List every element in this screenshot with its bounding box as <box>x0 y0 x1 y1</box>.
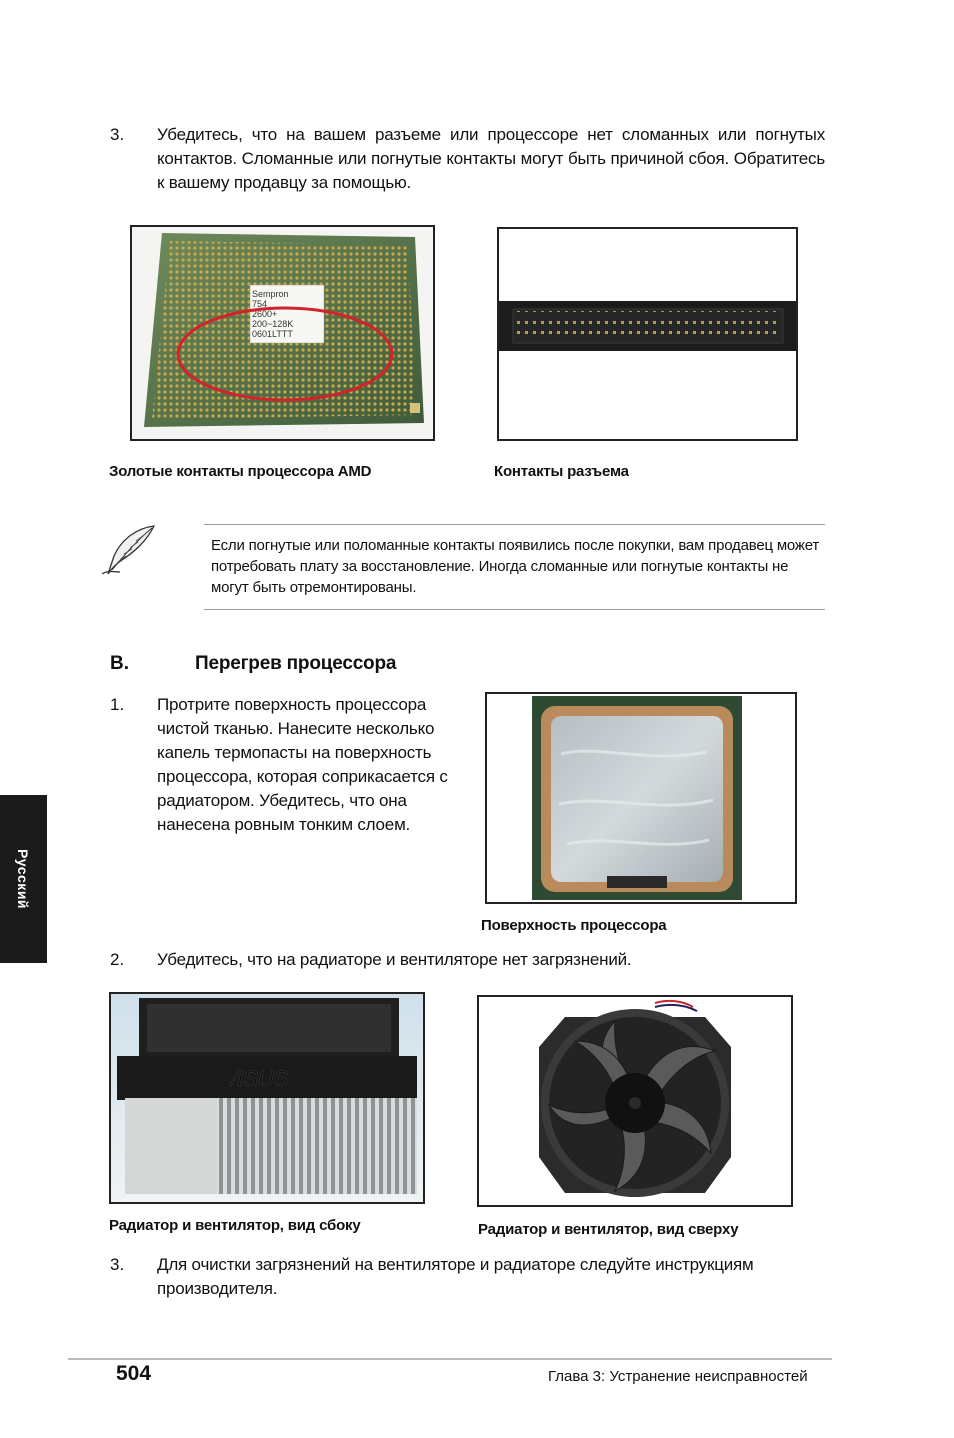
step3-bottom-number: 3. <box>110 1255 125 1274</box>
footer-rule <box>68 1358 832 1360</box>
caption-amd-pins: Золотые контакты процессора AMD <box>109 463 372 480</box>
page-number: 504 <box>116 1362 152 1385</box>
cpu-pins-image <box>130 225 435 441</box>
caption-heatsink-side: Радиатор и вентилятор, вид сбоку <box>109 1217 361 1234</box>
caption-socket-pins: Контакты разъема <box>494 463 629 480</box>
cpu-label-line-2: 2600+ <box>252 309 278 319</box>
socket-pins-illustration <box>499 229 796 439</box>
section-title: Перегрев процессора <box>195 653 397 674</box>
heatsink-side-image <box>109 992 425 1204</box>
cpu-label-line-0: Sempron <box>252 289 289 299</box>
language-side-tab <box>0 795 47 963</box>
cpu-label-line-3: 200~128K <box>252 319 294 329</box>
caption-cpu-surface: Поверхность процессора <box>481 917 667 934</box>
chapter-title: Глава 3: Устранение неисправностей <box>548 1368 808 1385</box>
heatsink-side-illustration <box>111 994 423 1202</box>
heatsink-top-image <box>477 995 793 1207</box>
cpu-pins-illustration <box>132 227 433 439</box>
cpu-surface-image <box>485 692 797 904</box>
step1-text: Протрите поверхность процессора чистой тканью. Нанесите несколько капель термопасты на поверхность процессора, которая соприкасается с радиатором. Убедитесь, что она нанесена ровным тонким слоем. <box>157 695 448 834</box>
note-text: Если погнутые или поломанные контакты появились после покупки, вам продавец может потребовать плату за восстановление. Иногда сломанные или погнутые контакты не могут быть отремонтированы. <box>211 537 820 596</box>
step3-top-text: Убедитесь, что на вашем разъеме или процессоре нет сломанных или погнутых контактов. Сломанные или погнутые контакты могут быть причиной сбоя. Обратитесь к вашему продавцу за помощью. <box>157 125 825 192</box>
caption-heatsink-top: Радиатор и вентилятор, вид сверху <box>478 1221 739 1238</box>
section-letter: B. <box>110 653 129 674</box>
step2-number: 2. <box>110 950 125 969</box>
asus-logo: /ISUS <box>231 1066 289 1091</box>
step2-text: Убедитесь, что на радиаторе и вентиляторе нет загрязнений. <box>157 950 632 969</box>
step1-number: 1. <box>110 695 125 714</box>
note-quill-icon <box>98 522 160 582</box>
note-box <box>204 524 825 610</box>
socket-pins-image <box>497 227 798 441</box>
cpu-label-line-1: 754 <box>252 299 268 309</box>
heatsink-top-illustration <box>479 997 791 1205</box>
step3-top-number: 3. <box>110 125 125 144</box>
cpu-surface-illustration <box>487 694 795 902</box>
language-side-tab-label: Русский <box>15 848 31 910</box>
cpu-label-line-4: 0601LTTT <box>252 329 293 339</box>
step3-bottom-text: Для очистки загрязнений на вентиляторе и радиаторе следуйте инструкциям производителя. <box>157 1255 754 1298</box>
